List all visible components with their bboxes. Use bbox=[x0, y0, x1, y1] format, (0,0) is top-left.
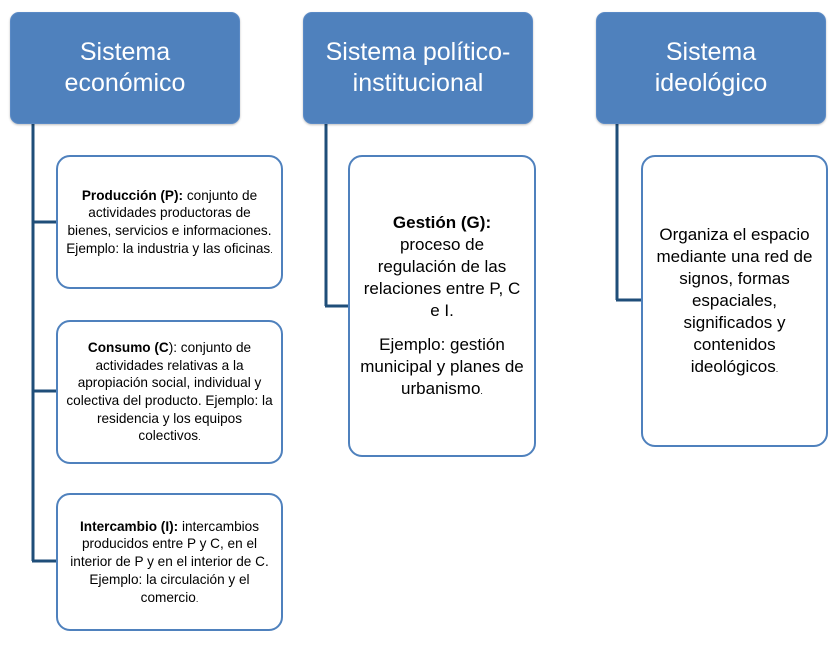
box-gestion-end: . bbox=[480, 386, 483, 397]
box-consumo-text: ): conjunto de actividades relativas a la apropiación social, individual y colectiva del producto. Ejemplo: la residencia y los equipos colectivos bbox=[66, 339, 273, 444]
box-consumo-term: Consumo (C bbox=[87, 339, 169, 355]
box-ideologico bbox=[641, 155, 828, 447]
box-produccion bbox=[56, 155, 283, 289]
box-gestion-text: proceso de regulación de las relaciones entre P, C e I. bbox=[363, 234, 521, 320]
header-line-2: económico bbox=[64, 69, 186, 97]
box-intercambio-text: intercambios producidos entre P y C, en el interior de P y en el interior de C. Ejemplo: la circulación y el comercio bbox=[70, 518, 269, 605]
box-gestion-example: Ejemplo: gestión municipal y planes de urbanismo bbox=[360, 335, 524, 399]
box-produccion-text: conjunto de actividades productoras de bienes, servicios e informaciones. Ejemplo: la industria y las oficinas bbox=[66, 187, 272, 256]
header-sistema-politico-institucional bbox=[303, 12, 533, 124]
box-intercambio bbox=[56, 493, 283, 631]
header-line-1: Sistema bbox=[665, 37, 757, 66]
box-produccion-term: Producción (P): bbox=[81, 187, 184, 203]
header-sistema-ideologico bbox=[596, 12, 826, 124]
header-line-1: Sistema político- bbox=[325, 37, 511, 66]
box-intercambio-end: . bbox=[195, 593, 199, 604]
box-ideologico-text: Organiza el espacio mediante una red de signos, formas espaciales, significados y contenidos ideológicos bbox=[656, 224, 813, 377]
box-ideologico-end: . bbox=[775, 364, 779, 375]
box-produccion-end: . bbox=[270, 244, 273, 255]
box-consumo-end: . bbox=[198, 432, 201, 443]
box-gestion bbox=[348, 155, 536, 457]
header-line-2: ideológico bbox=[654, 69, 768, 97]
header-sistema-economico bbox=[10, 12, 240, 124]
box-consumo bbox=[56, 320, 283, 464]
box-intercambio-term: Intercambio (I): bbox=[79, 518, 179, 534]
header-line-2: institucional bbox=[352, 69, 484, 97]
header-line-1: Sistema bbox=[79, 37, 171, 66]
box-gestion-term: Gestión (G): bbox=[392, 212, 492, 232]
